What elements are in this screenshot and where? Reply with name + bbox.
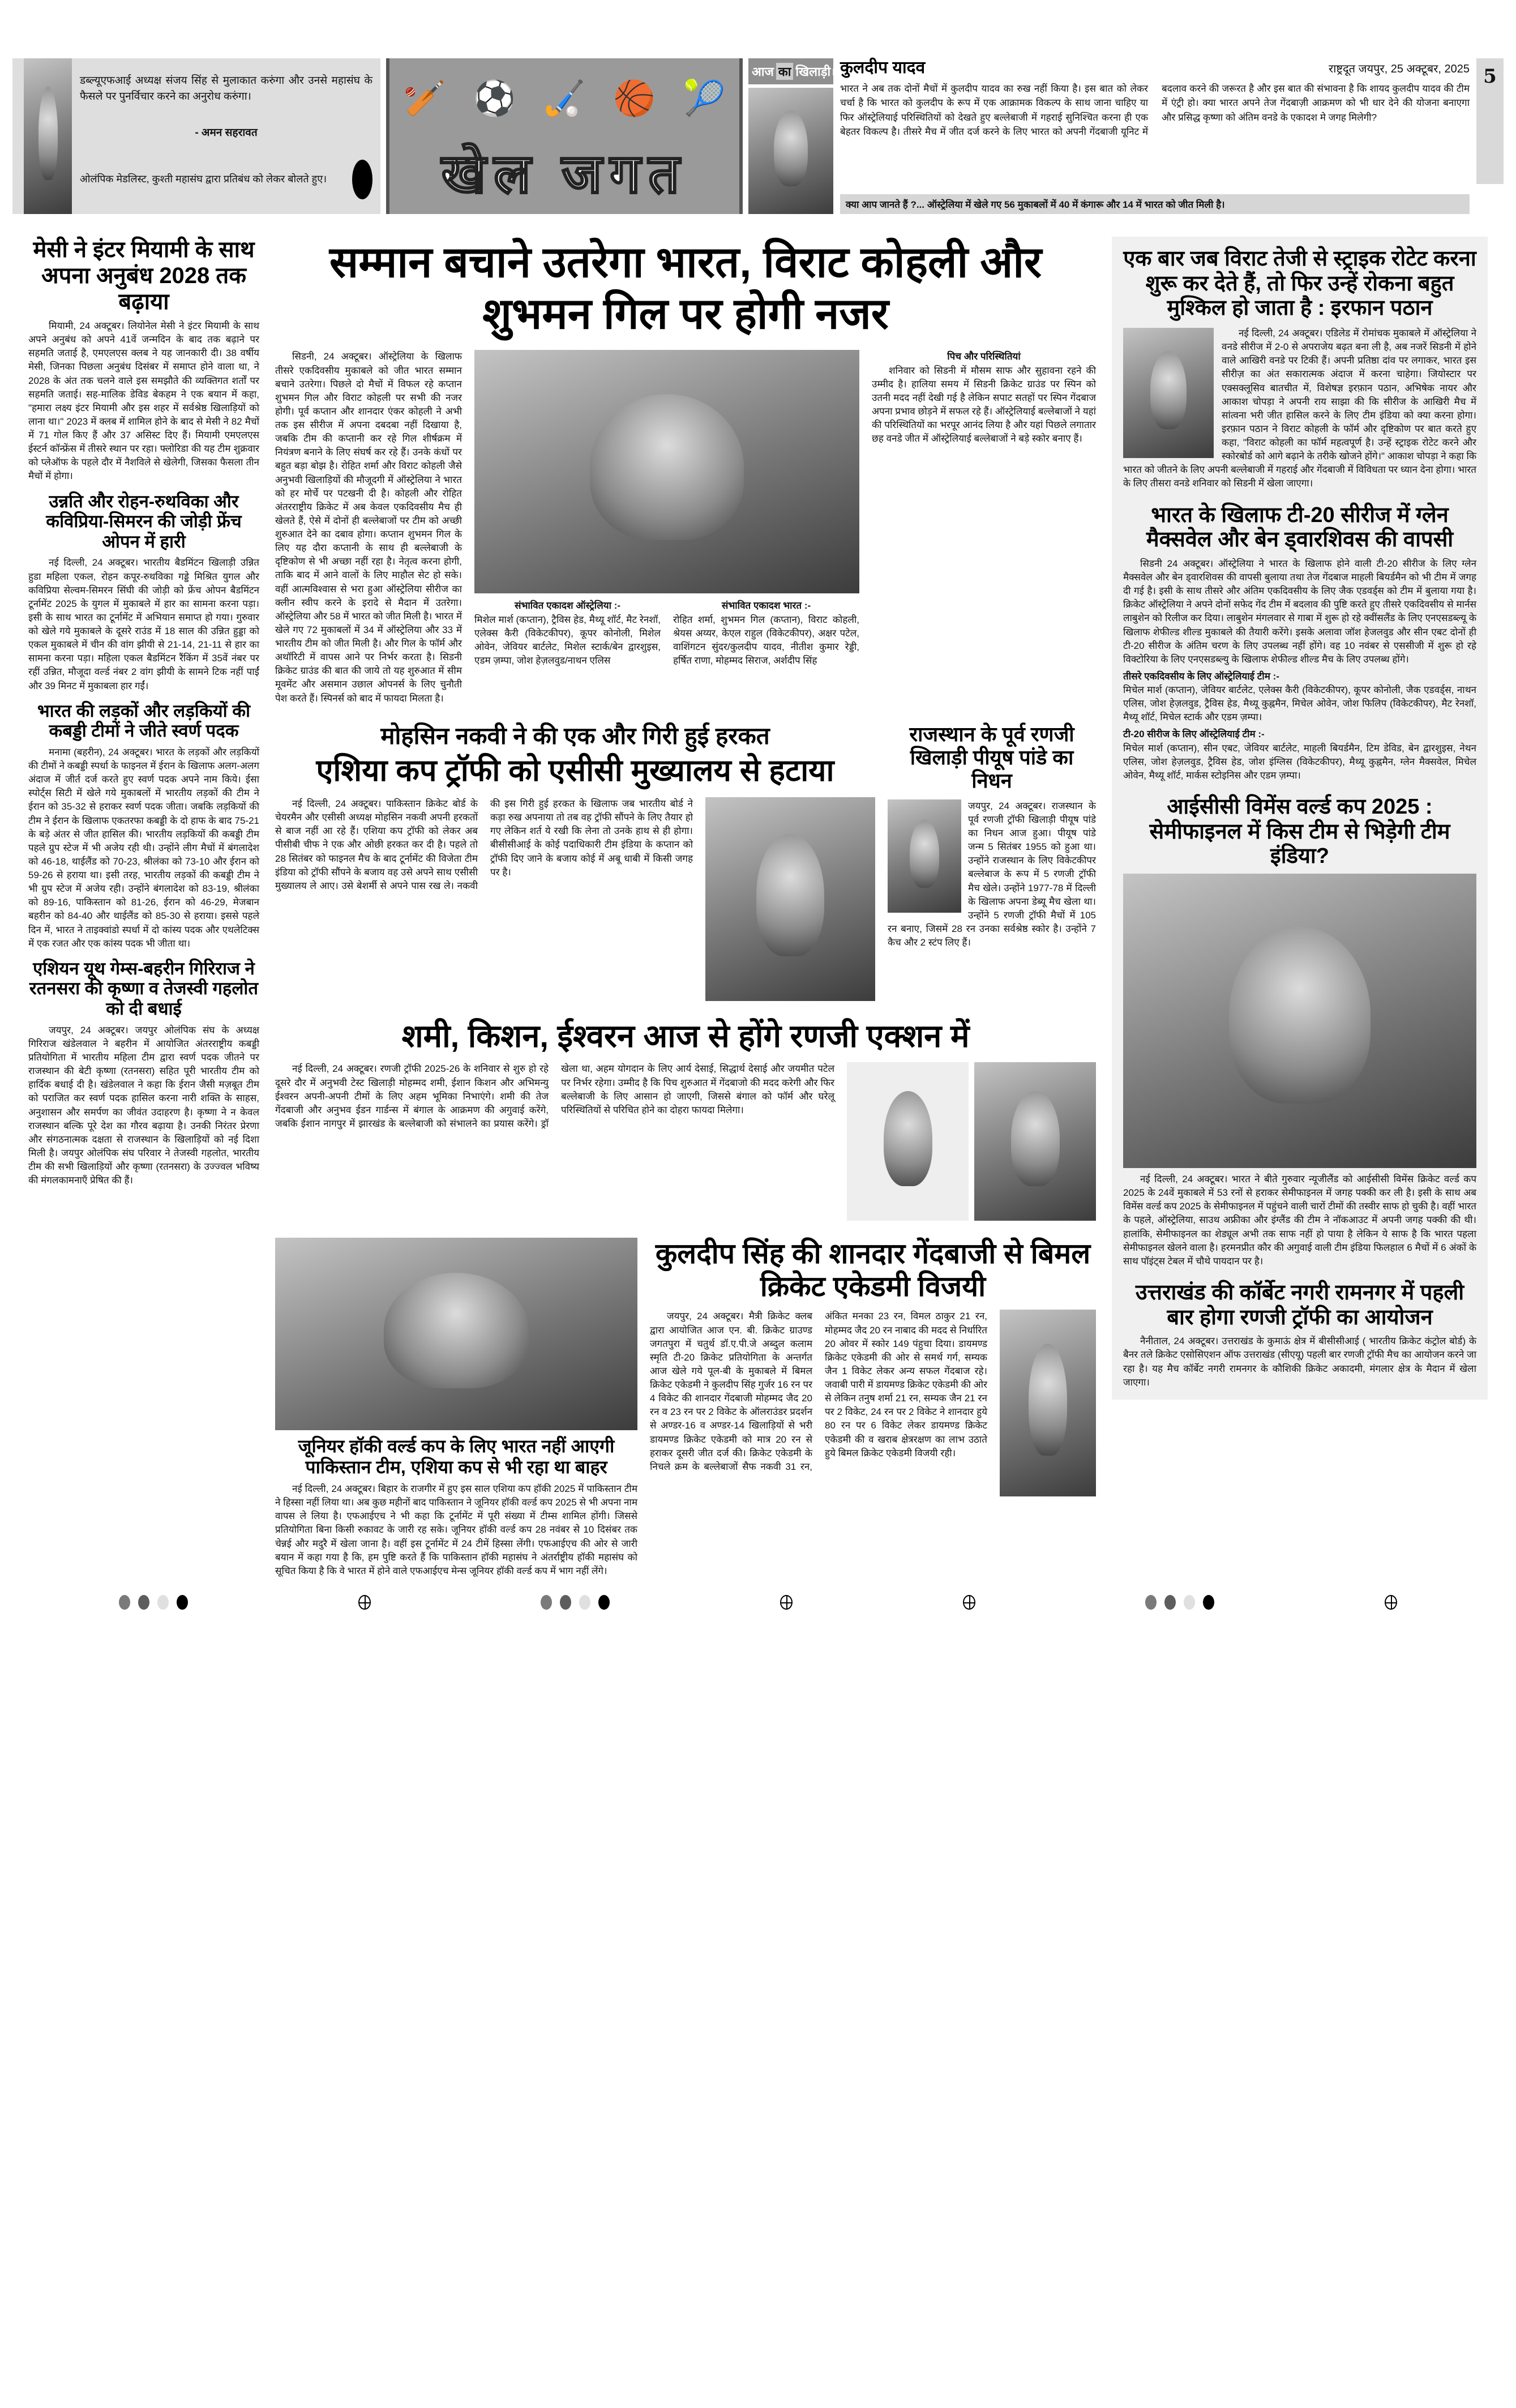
- cyan-dot: [1145, 1595, 1157, 1610]
- did-you-know: क्या आप जानते हैं ?... ऑस्ट्रेलिया में खेले गए 56 मुकाबलों में 40 में कंगारू और 14 में भारत को जीत मिली है।: [840, 194, 1470, 214]
- section-title: खेल जगत: [441, 144, 688, 204]
- odi-squad: मिचेल मार्श (कप्तान), जेवियर बार्टलेट, एलेक्स कैरी (विकेटकीपर), कूपर कोनोली, जैक एडवर्ड्स, नाथन एलिस, जोश हेज़लवुड, ट्रैविस हेड, मैथ्यू कुह्नमैन, मिचेल ओवेन, जोश फिलिप (विकेटकीपर), मैट रेनशॉ, मैथ्यू शॉर्ट, मिचेल स्टार्क और एडम ज़म्पा।: [1123, 685, 1476, 723]
- asian-youth-headline: एशियन यूथ गेम्स-बहरीन गिरिराज ने रतनसरा की कृष्णा व तेजस्वी गहलोत को दी बधाई: [29, 958, 259, 1019]
- black-dot: [177, 1595, 188, 1610]
- quote-mark-icon: [352, 160, 372, 199]
- magenta-dot: [1164, 1595, 1176, 1610]
- ranji-headline: शमी, किशन, ईश्वरन आज से होंगे रणजी एक्शन में: [401, 1018, 970, 1054]
- wrestler-photo: [24, 58, 72, 214]
- kabaddi-body: मनामा (बहरीन), 24 अक्टूबर। भारत के लड़कों और लड़कियों की टीमों ने कबड्डी स्पर्धा के फाइनल में ईरान के खिलाफ अलग-अलग अंदाज में जीर्त दर्ज करते हुए स्वर्ण पदक अपने नाम किये। ईसा स्पोर्ट्स सिटी में खेले गये मुकाबलों में भारतीय लड़कों की टीम ने ईरान को 35-32 से हराकर स्वर्ण पदक जीता। जबकि लड़कियों की टीम ने ईरान के खिलाफ एकतरफा कबड्डी के दो हाफ के बाद 75-21 के बड़े अंतर से जीत हासिल की। भारतीय लड़कियों की कबड्डी टीम पहले ग्रुप स्टेज में भी अजेय रही थी। उन्होंने लीग मैचों में बंगलादेश को 46-18, थाईलैंड को 70-23, श्रीलंका को 73-10 और ईरान को 59-26 से हराया था। इसी तरह, भारतीय लड़कों की कबड्डी टीम ने भी ग्रुप स्टेज में अजेय रही। उन्होंने बंगलादेश को 83-19, श्रीलंका को 89-16, पाकिस्तान को 81-26, ईरान को 46-29, मेजबान बहरीन को 84-40 और थाईलैंड को 85-30 से हराया। इससे पहले दिन में, भारत ने ताइक्वांडो स्पर्धा में दो कांस्य पदक और एथलेटिक्स में एक रजत और एक कांस्य पदक भी जीता था।: [28, 746, 259, 949]
- womens-wc-headline: आईसीसी विमेंस वर्ल्ड कप 2025 : सेमीफाइनल में किस टीम से भिड़ेगी टीम इंडिया?: [1149, 794, 1450, 869]
- cricket-icon: 🏏: [403, 79, 446, 117]
- kuldeep-photo: [748, 88, 833, 214]
- arrow-right-icon: ▶: [833, 67, 840, 76]
- ramnagar-body: नैनीताल, 24 अक्टूबर। उत्तराखंड के कुमाऊं क्षेत्र में बीसीसीआई ( भारतीय क्रिकेट कंट्रोल बोर्ड) के बैनर तले क्रिकेट एसोसिएशन ऑफ उत्तराखंड (सीएयू) पहली बार रणजी ट्रॉफी मैच का आयोजन करने जा रहा है। यह मैच कॉर्बेट नगरी रामनगर के कौशिकी क्रिकेट अकादमी, मंगलार क्षेत्र के मैदान में खेला जाएगा।: [1123, 1336, 1476, 1388]
- black-dot: [1203, 1595, 1214, 1610]
- kuldeep-singh-photo: [1000, 1310, 1096, 1496]
- asian-youth-body: जयपुर, 24 अक्टूबर। जयपुर ओलंपिक संघ के अध्यक्ष गिरिराज खंडेलवाल ने बहरीन में आयोजित अंतरराष्ट्रीय कबड्डी प्रतियोगिता में भारतीय महिला टीम द्वारा स्वर्ण पदक जीतने पर राजस्थान की बेटी कृष्णा (रतनसरा) सहित पूरी भारतीय टीम को हार्दिक बधाई दी है। खंडेलवाल ने कहा कि ईरान जैसी मज़बूत टीम को पराजित कर स्वर्ण पदक हासिल करना नारी शक्ति के साहस, अनुशासन और समर्पण का जीवंत उदाहरण है। कृष्णा ने न केवल राजस्थान बल्कि पूरे देश का गौरव बढ़ाया है। उनकी निरंतर प्रेरणा और संगठनात्मक दक्षता से राजस्थान के खिलाड़ियों को नई दिशा मिली है। जयपुर ओलंपिक संघ परिवार ने तेजस्वी गहलोत, भारतीय टीम की सभी खिलाड़ियों और कृष्णा (रतनसरा) के उज्ज्वल भविष्य की मंगलकामनाएँ प्रेषित की हैं।: [28, 1024, 259, 1186]
- womens-wc-photo: [1123, 874, 1476, 1168]
- kuldeep-singh-body: जयपुर, 24 अक्टूबर। मैत्री क्रिकेट क्लब द्वारा आयोजित आज एन. बी. क्रिकेट ग्राउण्ड जगतपुरा में चतुर्थ डॉ.ए.पी.जे अब्दुल कलाम स्मृति टी-20 क्रिकेट प्रतियोगिता के अन्तर्गत आज खेले गये पूल-बी के मुकाबले में बिमल क्रिकेट एकेडमी ने कुलदीप सिंह गुर्जर 16 रन पर 4 विकेट की शानदार गेंदबाजी मोहम्मद जैद 20 रन व 23 रन पर 2 विकेट के ऑलराउंडर प्रदर्शन से अण्डर-16 व अण्डर-14 खिलाड़ियों से भरी डायमण्ड क्रिकेट एकेडमी को मात्र 20 रन से हराकर दूसरी जीत दर्ज की। क्रिकेट एकेडमी के निचले क्रम के बल्लेबाजों सैफ नकवी 31 रन, अंकित मनका 23 रन, विमल ठाकुर 21 रन, मोहम्मद जैद 20 रन नाबाद की मदद से निर्धारित 20 ओवर में स्कोर 149 पंहुचा दिया। डायमण्ड क्रिकेट एकेडमी की ओर से समर्थ गर्ग, सम्यक जैन 1 विकेट लेकर अन्य सफल गेंदबाज रहे। जवाबी पारी में डायमण्ड क्रिकेट एकेडमी की ओर से लेकिन तनुष शर्मा 21 रन, सम्यक जैन 21 रन पर 2 विकेट, 24 रन पर 2 विकेट ने शानदार हुये 80 रन पर 6 विकेट लेकर डायमण्ड क्रिकेट एकेडमी की व खराब क्षेत्ररक्षण का लाभ उठाते हुये बिमल क्रिकेट एकेडमी विजयी रही।: [650, 1311, 987, 1472]
- nakvi-headline: एशिया कप ट्रॉफी को एसीसी मुख्यालय से हटाया: [316, 753, 834, 788]
- ind-xi-subhead: संभावित एकादश भारत :-: [721, 600, 811, 611]
- print-marks: [34, 1595, 1482, 1610]
- pandey-headline: राजस्थान के पूर्व रणजी खिलाड़ी पीयूष पांडे का निधन: [909, 722, 1074, 793]
- kuldeep-singh-story: [650, 1238, 1096, 1496]
- lead-headline: सम्मान बचाने उतरेगा भारत, विराट कोहली और शुभमन गिल पर होगी नजर: [329, 238, 1042, 339]
- main-grid: [28, 237, 1488, 1578]
- nakvi-story: [275, 722, 875, 1001]
- label-ka: का: [776, 63, 794, 80]
- masthead: [12, 58, 1504, 214]
- sports-icons: [389, 58, 739, 138]
- player-text: भारत ने अब तक दोनों मैचों में कुलदीप यादव का रुख नहीं किया है। इस बात को लेकर चर्चा है कि भारत को कुलदीप के रूप में एक आक्रामक विकल्प के साथ जाना चाहिए या फिर ऑस्ट्रेलियाई परिस्थितियों को देखते हुए बल्लेबाजी में गहराई सुनिश्चित करना ही एक बेहतर विकल्प है। तीसरे मैच में जीत दर्ज करने के लिए भारत को अपनी गेंदबाजी यूनिट में बदलाव करने की जरूरत है और इस बात की संभावना है कि शायद कुलदीप यादव की टीम में एंट्री हो। क्या भारत अपने तेज गेंदबाज़ी आक्रमण को भी धार देने की योजना बनाएगा और प्रसिद्ध कृष्णा को अंतिम वनडे के एकादश मे जगह मिलेगी?: [840, 83, 1470, 137]
- football-icon: ⚽: [473, 79, 516, 117]
- hockey-photo: [275, 1238, 637, 1430]
- quote-author: - अमन सहरावत: [195, 127, 258, 139]
- registration-mark-icon: [358, 1595, 371, 1610]
- quote-caption: ओलंपिक मेडलिस्ट, कुश्ती महासंघ द्वारा प्रतिबंध को लेकर बोलते हुए।: [80, 173, 327, 185]
- pandey-story: [888, 722, 1096, 950]
- lead-team-photo: [474, 350, 859, 593]
- hockey-story: [275, 1238, 637, 1577]
- yellow-dot: [579, 1595, 590, 1610]
- registration-mark-icon: [963, 1595, 975, 1610]
- player-of-day: [748, 58, 1504, 214]
- badminton-body: नई दिल्ली, 24 अक्टूबर। भारतीय बैडमिंटन खिलाड़ी उन्नित हुडा महिला एकल, रोहन कपूर-रुथविका गड्डे मिश्रित युगल और कविप्रिया सेल्वम-सिमरन सिंघी की जोड़ी को फ्रेंच ओपन बैडमिंटन टूर्नामेंट 2025 के युगल में मुकाबले में हार का सामना करना पड़ा। इसी के साथ भारत का टूर्नामेंट में अभियान समाप्त हो गया। गुरुवार को खेले गये मुकाबले के दूसरे राउंड में 18 साल की उन्नित हुड्डा को एकल मुकाबले में चीन की वांग झीयी से 21-14, 21-11 से हार का सामना करना पड़ा। महिला एकल बैडमिंटन रैंकिंग में 35वें नंबर पर रहीं उन्नित, मौजूदा वर्ल्ड नंबर 2 वांग झीयी के सामने टिक नहीं पाईं और 39 मिनट में मुकाबला हार गईं।: [28, 557, 259, 691]
- ranji-body: नई दिल्ली, 24 अक्टूबर। रणजी ट्रॉफी 2025-26 के शनिवार से शुरु हो रहे दूसरे दौर में अनुभवी टेस्ट खिलाड़ी मोहम्मद शमी, ईशान किशन और अभिमन्यु ईश्वरन अपनी-अपनी टीमों के लिए अहम भूमिका निभाएंगे। शमी की तेज गेंदबाजी और अनुभव ईडन गार्डन्स में बंगाल के आक्रमण की अगुवाई करेंगे, जबकि ईशान नागपुर में झारखंड के बल्लेबाजी को संभालने का प्रयास करेंगे। ड्रॉ खेला था, अहम योगदान के लिए आर्य देसाई, सिद्धार्थ देसाई और जयमीत पटेल पर निर्भर रहेगा। उम्मीद है कि पिच शुरुआत में गेंदबाजो की मदद करेगी और फिर बल्लेबाजी के लिए आसान हो जाएगी, जिससे बंगाल को फॉर्म और घरेलू परिस्थितियों से परिचित होने का दोहरा फायदा मिलेगा।: [275, 1063, 834, 1129]
- center-column: [275, 237, 1096, 1578]
- page-number: 5: [1483, 65, 1497, 88]
- ramnagar-headline: उत्तराखंड की कॉर्बेट नगरी रामनगर में पहली बार होगा रणजी ट्रॉफी का आयोजन: [1135, 1280, 1464, 1329]
- dateline: राष्ट्रदूत जयपुर, 25 अक्टूबर, 2025: [1329, 62, 1470, 75]
- color-register-center: [541, 1595, 610, 1610]
- maxwell-headline: भारत के खिलाफ टी-20 सीरीज में ग्लेन मैक्सवेल और बेन ड्वारशिवस की वापसी: [1146, 503, 1454, 552]
- t20-squad-subhead: टी-20 सीरीज के लिए ऑस्ट्रेलियाई टीम :-: [1123, 729, 1265, 740]
- maxwell-body: सिडनी 24 अक्टूबर। ऑस्ट्रेलिया ने भारत के खिलाफ होने वाली टी-20 सीरीज के लिए ग्लेन मैक्सवेल और बेन ड्वारशिवस की वापसी बुलाया तथा तेज गेंदबाज माहली बियर्डमैन को भी टीम में जगह दी गई है। इसी के साथ तीसरे और अंतिम एकदिवसीय के लिए जैक एडवर्ड्स को टीम में बुलाया गया है। क्रिकेट ऑस्ट्रेलिया ने अपने दोनों सफेद गेंद टीम में बदलाव की पुष्टि करते हुए तीसरे एकदिवसीय से मार्नस लाबुशेन को रिलीज कर दिया। लाबुशेन मंगलवार से गाबा में शुरू हो रहे क्वींसलैंड के लिए एनएसडब्ल्यू के खिलाफ शेफील्ड शील्ड मुकाबले की तैयारी करेंगे। इसके अलावा जॉश हेजलवुड और सीन एबट दोनों ही टी-20 सीरीज के अंतिम चरण के लिए उपलब्ध नहीं होंगे। वह 10 नवंबर से एससीजी में शुरू हो रहे विक्टोरिया के लिए एनएसडब्ल्यु के खिलाफ शेफील्ड शील्ड मैच के लिए उपलब्ध होंगे।: [1123, 558, 1476, 665]
- aus-xi: मिशेल मार्श (कप्तान), ट्रैविस हेड, मैथ्यू शॉर्ट, मैट रेनशॉ, एलेक्स कैरी (विकेटकीपर), कूपर कोनोली, मिशेल ओवेन, जेवियर बार्टलेट, मिशेल स्टार्क/बेन द्वारशुइस, एडम ज़म्पा, जोश हेज़लवुड/नाथन एलिस: [474, 614, 661, 666]
- hockey-headline: जूनियर हॉकी वर्ल्ड कप के लिए भारत नहीं आएगी पाकिस्तान टीम, एशिया कप से भी रहा था बाहर: [298, 1436, 615, 1478]
- kishan-photo: [974, 1062, 1096, 1221]
- lead-body: सिडनी, 24 अक्टूबर। ऑस्ट्रेलिया के खिलाफ तीसरे एकदिवसीय मुकाबले को जीत भारत सम्मान बचाने उतरेगा। पिछले दो मैचों में विफल रहे कप्तान शुभमन गिल और विराट कोहली पर सभी की नजर होगी। पूर्व कप्तान और शानदार एंकर कोहली ने अभी तक इस सीरीज में अपना दबदबा नहीं दिखाया है, जबकि टीम की कप्तानी कर रहे गिल शीर्षक्रम में नियंत्रण बनाने के लिए संघर्ष कर रहे हैं। उनके कंधों पर बहुत बड़ा बोझ है। रोहित शर्मा और विराट कोहली जैसे अनुभवी खिलाड़ियों की मौजूदगी में ऑस्ट्रेलिया ने भारत को हर मोर्चे पर पटखनी दी है। कोहली और रोहित अंतरराष्ट्रीय क्रिकेट में अब केवल एकदिवसीय मैच ही खेलते हैं, ऐसे में दोनों ही बल्लेबाजों पर टीम को अच्छी शुरुआत देने का दबाव होगा। कप्तान शुभमन गिल के लिए यह दौरा कप्तानी के साथ ही बल्लेबाजी के दृष्टिकोण से भी अच्छा नहीं रहा है। नेतृत्व करना होगी, ताकि बाद में आने वालों के लिए माहौल सेट हो सके। वहीं आत्मविश्वास से भरा हुआ ऑस्ट्रेलिया सीरीज का क्लीन स्वीप करने के इरादे से मैदान में उतरेगा। ऑस्ट्रेलिया और 58 में भारत को जीत मिली है। भारत में खेले गए 72 मुकाबलों में 34 में ऑस्ट्रेलिया और 33 में भारतीय टीम को जीत मिली है। और गिल के फॉर्म और अथॉरिटी में वापस आने पर निर्भर करता है। सिडनी क्रिकेट ग्राउंड की बात की जाये तो यह शुरुआत में सीम मूवमेंट और असमान उछाल ओपनर्स के लिए चुनौती पेश करते हैं। स्पिनर्स को बाद में फायदा मिलता है।: [275, 351, 462, 704]
- color-register-right: [1145, 1595, 1214, 1610]
- left-column: [28, 237, 259, 1187]
- right-column: [1112, 237, 1488, 1400]
- player-name: कुलदीप यादव: [840, 58, 926, 77]
- nakvi-kicker: मोहसिन नकवी ने की एक और गिरी हुई हरकत: [380, 722, 770, 749]
- page-number-box: [1476, 58, 1504, 184]
- kuldeep-singh-headline: कुलदीप सिंह की शानदार गेंदबाजी से बिमल क्रिकेट एकेडमी विजयी: [655, 1238, 1091, 1302]
- color-register-left: [119, 1595, 188, 1610]
- t20-squad: मिचेल मार्श (कप्तान), सीन एबट, जेवियर बार्टलेट, माहली बियर्डमैन, टिम डेविड, बेन द्वारशुइस, नेथन एलिस, जोश हेज़लवुड, ट्रैविस हेड, जोश इंग्लिस (विकेटकीपर), मैथ्यू कुह्नमैन, ग्लेन मैक्सवेल, मिचेल ओवेन, मैथ्यू शॉर्ट, मार्कस स्टोइनिस और एडम ज़म्पा।: [1123, 742, 1476, 781]
- registration-mark-icon: [1385, 1595, 1397, 1610]
- pathan-photo: [1123, 328, 1214, 458]
- cyan-dot: [541, 1595, 552, 1610]
- aus-xi-subhead: संभावित एकादश ऑस्ट्रेलिया :-: [514, 600, 621, 611]
- quote-text: डब्ल्यूएफआई अध्यक्ष संजय सिंह से मुलाकात करुंगा और उनसे महासंघ के फैसले पर पुनर्विचार करने का अनुरोध करुंगा।: [80, 74, 372, 102]
- lead-story: [275, 350, 1096, 705]
- label-khiladi: खिलाड़ी: [795, 65, 831, 79]
- badminton-headline: उन्नति और रोहन-रुथविका और कविप्रिया-सिमरन की जोड़ी फ्रेंच ओपन में हारी: [46, 491, 242, 551]
- yellow-dot: [157, 1595, 169, 1610]
- nakvi-body: नई दिल्ली, 24 अक्टूबर। पाकिस्तान क्रिकेट बोर्ड के चेयरमैन और एसीसी अध्यक्ष मोहसिन नकवी अपनी हरकतों से बाज नहीं आ रहे हैं। एशिया कप ट्रॉफी को लेकर अब पीसीबी चीफ ने एक और ओछी हरकत कर दी है। पहले तो 28 सितंबर को फाइनल मैच के बाद टूर्नामेंट की विजेता टीम इंडिया को ट्रॉफी सौंपने के बजाय वह उसे अपने साथ एसीसी मुख्यालय ले आए। उसे बेशर्मी से अपने पास रख ले। नकवी की इस गिरी हुई हरकत के खिलाफ जब भारतीय बोर्ड ने कड़ा रुख अपनाया तो तब वह ट्रॉफी सौंपने के लिए तैयार हो गए लेकिन शर्त ये रखी कि लेना तो उनके हाथ से ही होगा। बीसीसीआई के कोई पदाधिकारी टीम इंडिया के कप्तान को ट्रॉफी दिए जाने के बजाय कोई में अबू धाबी में किसी जगह पर है।: [275, 798, 693, 891]
- pandey-photo: [888, 799, 961, 913]
- shami-photo: [847, 1062, 969, 1221]
- basketball-icon: 🏀: [613, 79, 656, 117]
- section-logo: [386, 58, 743, 214]
- odi-squad-subhead: तीसरे एकदिवसीय के लिए ऑस्ट्रेलियाई टीम :-: [1123, 670, 1279, 682]
- black-dot: [598, 1595, 610, 1610]
- kabaddi-headline: भारत की लड़कों और लड़कियों की कबड्डी टीमों ने जीते स्वर्ण पदक: [37, 700, 251, 741]
- womens-wc-body: नई दिल्ली, 24 अक्टूबर। भारत ने बीते गुरुवार न्यूजीलैंड को आईसीसी विमेंस क्रिकेट वर्ल्ड कप 2025 के 24वें मुकाबले में 53 रनों से हराकर सेमीफाइनल में जगह पक्की कर ली है। इसी के साथ अब विमेंस वर्ल्ड कप 2025 के सेमीफाइनल में पहुंचने वाली चारों टीमों की तस्वीर साफ हो चुकी है। वहीं भारत के पहले, ऑस्ट्रेलिया, साउथ अफ्रीका और इंग्लैंड की टीम ने नॉकआउट में अपनी जगह पक्की की थी। हालांकि, सेमीफाइनल का शेड्यूल अभी तक साफ नहीं हो पाया है लेकिन ये साफ है कि भारत पहला सेमीफाइनल खेलने वाला है। हरमनप्रीत कौर की अगुवाई वाली टीम इंडिया फिलहाल 6 मैचों में 6 अंकों के साथ पॉइंट्स टेबल में चौथे पायदान पर है।: [1123, 1174, 1476, 1267]
- messi-body: मियामी, 24 अक्टूबर। लियोनेल मेसी ने इंटर मियामी के साथ अपने अनुबंध को अपने 41वें जन्मदिन के बाद तक बढ़ाने पर सहमति जताई है, एमएलएस क्लब ने यह जानकारी दी। 38 वर्षीय मेसी, जिनका पिछला अनुबंध दिसंबर में समाप्त होने वाला था, ने 2028 के अंत तक चलने वाले इस समझौते की व्यक्तिगत शर्तों पर सहमति जताई। सह-मालिक डेविड बेकहम ने एक बयान में कहा, "हमारा लक्ष्य इंटर मियामी और इस शहर में सर्वश्रेष्ठ खिलाड़ियों को लाना था।" 2023 में क्लब में शामिल होने के बाद से मेसी ने 82 मैचों में 71 गोल किए हैं और 37 असिस्ट दिए हैं। मियामी एमएलएस ईस्टर्न कॉन्फ्रेंस में तीसरे स्थान पर रहा। फ्लोरिडा की यह टीम शुक्रवार को प्लेऑफ के पहले दौर में नैशविले से खेलेगी, जिसका फैसला तीन मैचों में होगा।: [28, 320, 259, 482]
- yellow-dot: [1184, 1595, 1195, 1610]
- hockey-icon: 🏑: [543, 79, 586, 117]
- hockey-body: नई दिल्ली, 24 अक्टूबर। बिहार के राजगीर में हुए इस साल एशिया कप हॉकी 2025 में पाकिस्तान टीम ने हिस्सा नहीं लिया था। अब कुछ महीनों बाद पाकिस्तान ने जूनियर हॉकी वर्ल्ड कप 2025 से भी अपना नाम वापस ले लिया है। एफआईएच ने भी कहा कि टूर्नामेंट में पूरी संख्या में टीम्स शामिल होंगी। जिससे प्रतियोगिता बिना किसी रुकावट के जारी रह सके। जूनियर हॉकी वर्ल्ड कप 28 नवंबर से 10 दिसंबर तक चेन्नई और मदुरै में खेला जाना है। वहीं इस टूर्नामेंट में 24 टीमें हिस्सा लेंगी। एफआईएच की ओर से जारी बयान में कहा गया है कि, हम पुष्टि करते हैं कि पाकिस्तान हॉकी महासंघ ने अंतर्राष्ट्रीय हॉकी महासंघ को सूचित किया है कि वे भारत में होने वाले एफआईएच मेन्स जूनियर हॉकी वर्ल्ड कप में भाग नहीं लेंगे।: [275, 1483, 637, 1576]
- pitch-body: शनिवार को सिडनी में मौसम साफ और सुहावना रहने की उम्मीद है। हालिया समय में सिडनी क्रिकेट ग्राउंड पर स्पिन को उतनी मदद नहीं देखी गई है लेकिन सपाट सतहों पर स्पिन गेंदबाज अपना प्रभाव छोड़ने में सफल रहे हैं। ऑस्ट्रेलियाई बल्लेबाजों ने यहां की परिस्थितियों का भरपूर आनंद लिया है और यहां पिछले लगातार छह वनडे जीत में ऑस्ट्रेलियाई बल्लेबाजों ने बड़े स्कोर बनाए हैं।: [872, 365, 1096, 444]
- magenta-dot: [138, 1595, 149, 1610]
- magenta-dot: [560, 1595, 571, 1610]
- quote-panel: [12, 58, 380, 214]
- ind-xi: रोहित शर्मा, शुभमन गिल (कप्तान), विराट कोहली, श्रेयस अय्यर, केएल राहुल (विकेटकीपर), अक्षर पटेल, वाशिंगटन सुंदर/कुलदीप यादव, नीतीश कुमार रेड्डी, हर्षित राणा, मोहम्मद सिराज, अर्शदीप सिंह: [673, 614, 859, 666]
- pathan-headline: एक बार जब विराट तेजी से स्ट्राइक रोटेट करना शुरू कर देते हैं, तो फिर उन्हें रोकना बहुत मुश्किल हो जाता है : इरफान पठान: [1123, 247, 1476, 320]
- pandey-body: जयपुर, 24 अक्टूबर। राजस्थान के पूर्व रणजी ट्रॉफी खिलाड़ी पीयूष पांडे का निधन आज हुआ। पीयूष पांडे जन्म 5 सितंबर 1955 को हुआ था। उन्होंने राजस्थान के लिए विकेटकीपर बल्लेबाज के रूप में 5 रणजी ट्रॉफी मैच खेले। उन्होंने 1977-78 में दिल्ली के खिलाफ अपना डेब्यू मैच खेला था। उन्होंने 5 रणजी ट्रॉफी मैचों में 105 रन बनाए, जिसमें 28 रन उनका सर्वश्रेष्ठ स्कोर है। उन्होंने 7 कैच और 2 स्टंप लिए हैं।: [888, 800, 1096, 948]
- asia-cup-trophy-photo: [705, 797, 875, 1001]
- messi-headline: मेसी ने इंटर मियामी के साथ अपना अनुबंध 2028 तक बढ़ाया: [33, 237, 255, 314]
- player-of-day-label: [748, 58, 840, 84]
- tennis-icon: 🎾: [683, 79, 726, 117]
- cyan-dot: [119, 1595, 130, 1610]
- registration-mark-icon: [780, 1595, 793, 1610]
- label-aaj: आज: [752, 65, 774, 79]
- pathan-body: नई दिल्ली, 24 अक्टूबर। एडिलेड में रोमांचक मुकाबले में ऑस्ट्रेलिया ने वनडे सीरीज में 2-0 से अपराजेय बढ़त बना ली है, अब नजरें सिडनी में होने वाले आखिरी वनडे पर टिकी हैं। अपनी प्रतिष्ठा दांव पर लगाकर, भारत इस सीरीज़ का अंत सकारात्मक अंदाज में करना चाहेगा। जियोस्टार पर एक्सक्लूसिव बातचीत में, विशेषज्ञ इरफ़ान पठान, अभिषेक नायर और आकाश चोपड़ा ने अपनी राय साझा की कि सीरीज के आखिरी मैच में सांत्वना भरी जीत हासिल करने के लिए टीम इंडिया को क्या करना होगा। इरफ़ान पठान ने विराट कोहली के फॉर्म और दृष्टिकोण पर बात करते हुए कहा, "विराट कोहली का फॉर्म महत्वपूर्ण है। उन्हें स्ट्राइक रोटेट करने और स्कोरबोर्ड को आगे बढ़ाने के तरीके खोजने होंगे।" आकाश चोपड़ा ने कहा कि भारत को जीतने के लिए अपनी बल्लेबाजी में गहराई और गेंदबाजी में विविधता पर ध्यान देना होगा। भारत के लिए तीसरा वनडे शनिवार को सिडनी में खेला जाएगा।: [1123, 328, 1476, 489]
- pitch-subhead: पिच और परिस्थितियां: [947, 351, 1021, 362]
